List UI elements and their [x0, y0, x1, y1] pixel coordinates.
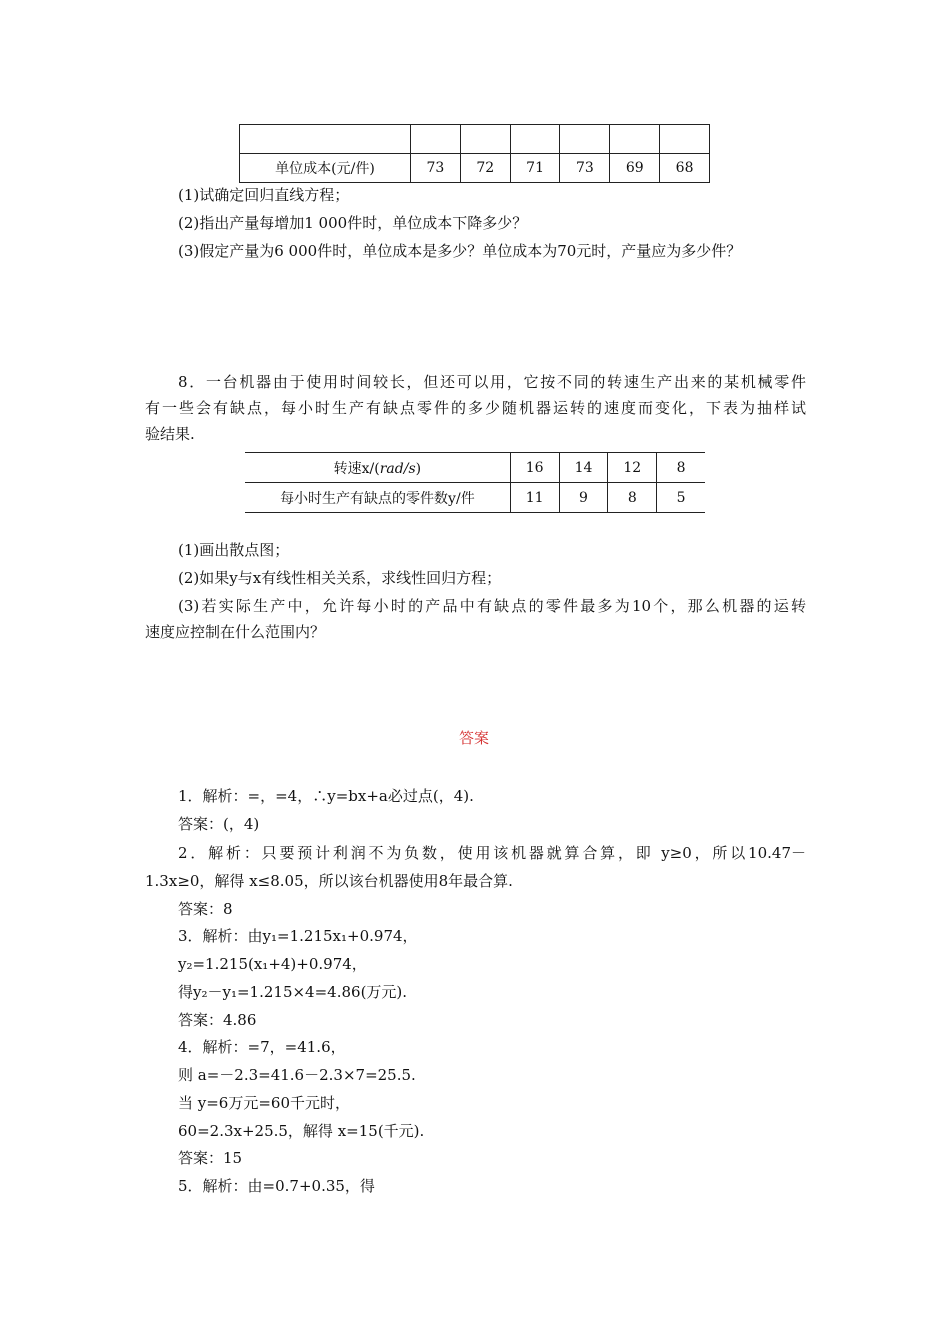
answer-4-line4: 60=2.3x+25.5，解得 x=15(千元).	[178, 1122, 425, 1140]
q7-part3: (3)假定产量为6 000件时，单位成本是多少？单位成本为70元时，产量应为多少件？	[178, 242, 742, 260]
row-label: 单位成本(元/件)	[240, 154, 411, 183]
q8-line2: 有一些会有缺点，每小时生产有缺点零件的多少随机器运转的速度而变化，下表为抽样试	[145, 399, 806, 417]
q8-part3-line1: (3)若实际生产中，允许每小时的产品中有缺点的零件最多为10个，那么机器的运转	[178, 597, 806, 615]
row-label: 每小时生产有缺点的零件数y/件	[245, 483, 510, 513]
table-cell	[560, 125, 610, 154]
q8-line3: 验结果.	[145, 425, 195, 443]
table-cell: 14	[559, 453, 608, 483]
answer-3-line1: 3．解析：由y₁=1.215x₁+0.974，	[178, 927, 418, 945]
answer-1-result: 答案：(，4)	[178, 815, 260, 833]
q7-part1: (1)试确定回归直线方程；	[178, 186, 350, 204]
row-label-part: )	[415, 460, 422, 477]
table-cell	[240, 125, 411, 154]
q8-part1: (1)画出散点图；	[178, 541, 290, 559]
answer-3-line2: y₂=1.215(x₁+4)+0.974，	[178, 955, 367, 973]
q8-part2: (2)如果y与x有线性相关关系，求线性回归方程；	[178, 569, 502, 587]
cost-table	[239, 124, 710, 183]
q8-line1: 8．一台机器由于使用时间较长，但还可以用，它按不同的转速生产出来的某机械零件	[178, 373, 806, 391]
table-row	[240, 125, 710, 154]
table-cell: 69	[610, 154, 660, 183]
answer-5-line1: 5．解析：由=0.7+0.35，得	[178, 1177, 375, 1195]
answer-3-line3: 得y₂－y₁=1.215×4=4.86(万元).	[178, 983, 408, 1001]
table-cell	[460, 125, 510, 154]
table-cell: 8	[608, 483, 657, 513]
q7-part2: (2)指出产量每增加1 000件时，单位成本下降多少？	[178, 214, 528, 232]
table-cell: 72	[460, 154, 510, 183]
table-cell: 8	[657, 453, 705, 483]
answer-1: 1．解析：=，=4，∴y=bx+a必过点(，4).	[178, 787, 474, 805]
row-label-part: 转速x/(	[333, 460, 380, 477]
answer-4-line2: 则 a=－2.3=41.6－2.3×7=25.5.	[178, 1066, 416, 1084]
answer-2-line1: 2．解析：只要预计利润不为负数，使用该机器就算合算，即 y≥0，所以10.47－	[178, 844, 806, 862]
table-cell: 71	[510, 154, 560, 183]
answers-title: 答案	[459, 729, 490, 747]
q8-part3-line2: 速度应控制在什么范围内？	[145, 623, 326, 641]
table-row	[240, 154, 710, 183]
table-cell	[660, 125, 710, 154]
answer-3-result: 答案：4.86	[178, 1011, 257, 1029]
table-row	[245, 483, 705, 513]
table-cell	[411, 125, 461, 154]
table-cell	[510, 125, 560, 154]
table-cell: 12	[608, 453, 657, 483]
table-cell: 9	[559, 483, 608, 513]
answer-2-line2: 1.3x≥0，解得 x≤8.05，所以该台机器使用8年最合算.	[145, 872, 513, 890]
row-label	[245, 453, 510, 483]
answer-4-result: 答案：15	[178, 1149, 243, 1167]
table-cell: 68	[660, 154, 710, 183]
table-cell: 16	[510, 453, 559, 483]
table-cell: 73	[411, 154, 461, 183]
defect-table	[245, 452, 705, 513]
answer-4-line1: 4．解析：=7，=41.6，	[178, 1038, 346, 1056]
answer-4-line3: 当 y=6万元=60千元时，	[178, 1094, 351, 1112]
table-cell: 73	[560, 154, 610, 183]
table-cell: 5	[657, 483, 705, 513]
table-cell	[610, 125, 660, 154]
row-label-unit: rad/s	[379, 460, 416, 477]
answer-2-result: 答案：8	[178, 900, 233, 918]
table-cell: 11	[510, 483, 559, 513]
table-row	[245, 453, 705, 483]
